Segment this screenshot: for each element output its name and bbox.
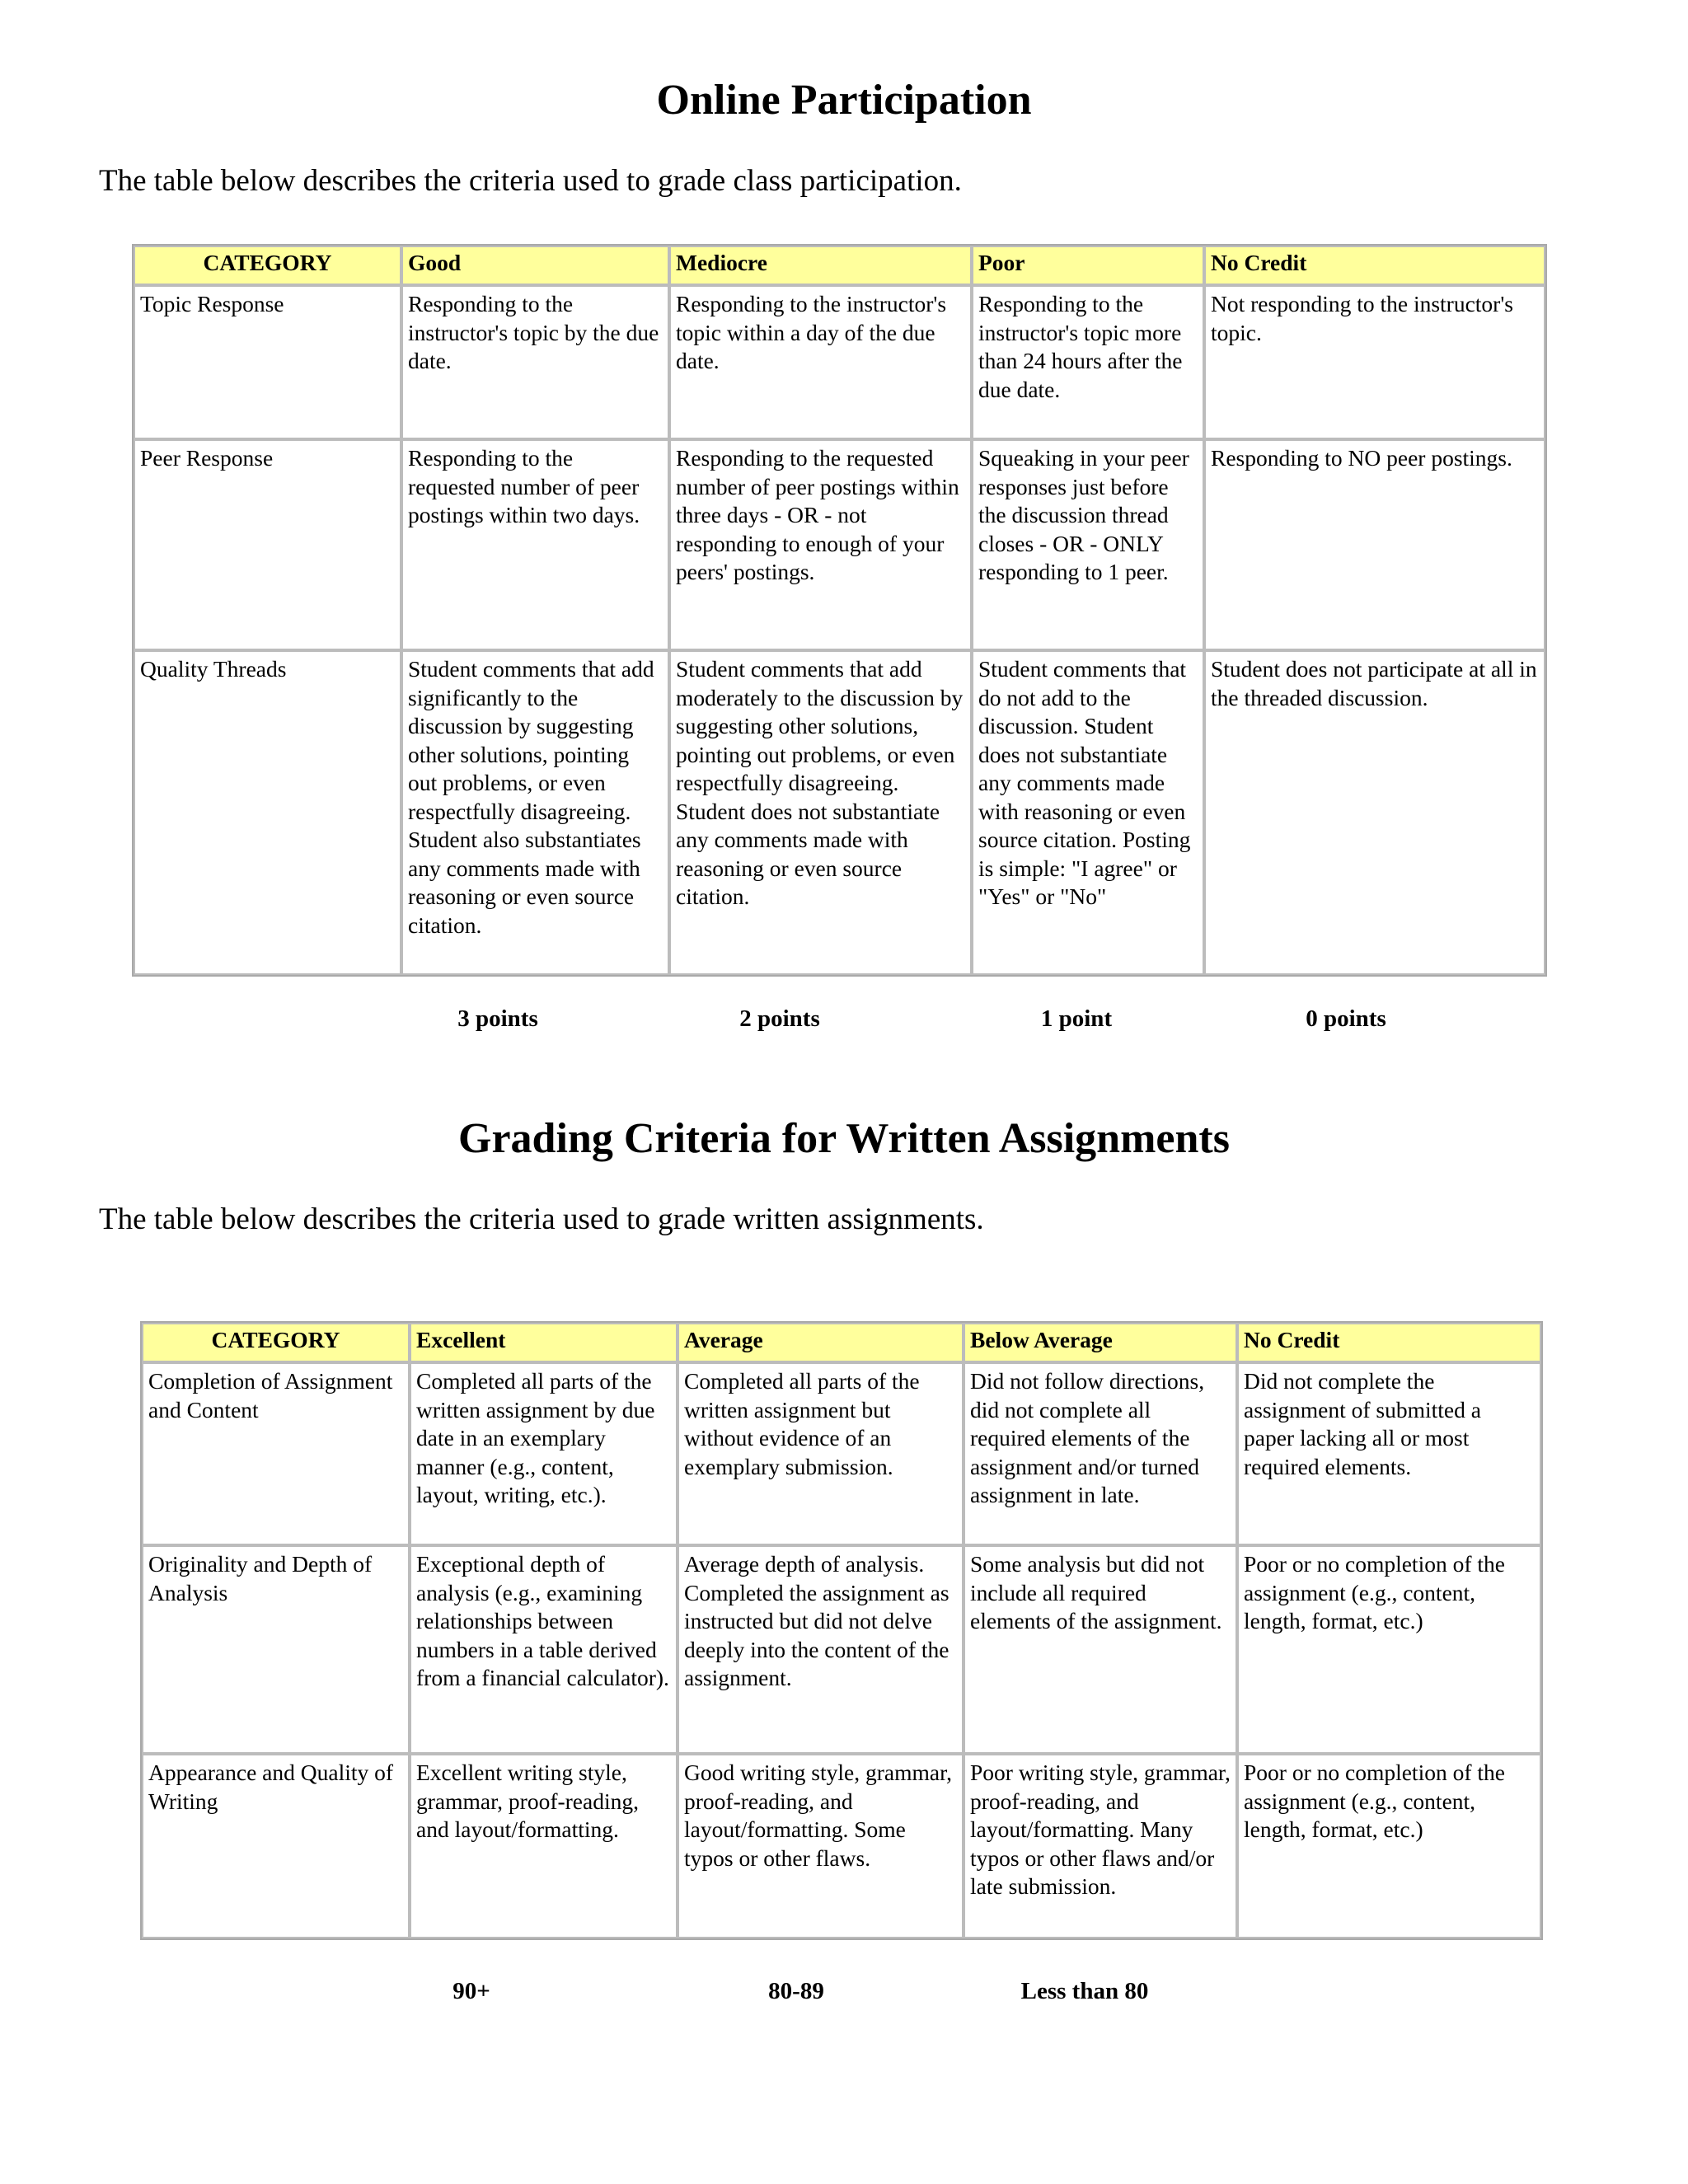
table-row [142, 1754, 1541, 1938]
table-cell: Average depth of analysis. Completed the assignment as instructed but did not delve deeply into the content of the assignment. [678, 1545, 964, 1754]
column-header-excellent: Excellent [410, 1323, 678, 1362]
column-header-no-credit: No Credit [1237, 1323, 1541, 1362]
column-header-mediocre: Mediocre [669, 246, 972, 285]
points-no-credit: 0 points [1306, 1005, 1386, 1032]
row-category: Peer Response [134, 439, 401, 650]
table-row [134, 439, 1545, 650]
table-cell: Not responding to the instructor's topic. [1204, 285, 1545, 439]
table-row [142, 1545, 1541, 1754]
table-cell: Responding to the requested number of peer postings within three days - OR - not responding to enough of your peers' postings. [669, 439, 972, 650]
row-category: Quality Threads [134, 650, 401, 975]
table-cell: Responding to NO peer postings. [1204, 439, 1545, 650]
participation-title: Online Participation [656, 77, 1032, 124]
table-row [142, 1362, 1541, 1545]
column-header-no-credit: No Credit [1204, 246, 1545, 285]
table-cell: Responding to the instructor's topic by the due date. [401, 285, 669, 439]
table-cell: Poor or no completion of the assignment (e.g., content, length, format, etc.) [1237, 1545, 1541, 1754]
row-category: Originality and Depth of Analysis [142, 1545, 410, 1754]
table-cell: Excellent writing style, grammar, proof-reading, and layout/formatting. [410, 1754, 678, 1938]
table-cell: Did not complete the assignment of submitted a paper lacking all or most required elements. [1237, 1362, 1541, 1545]
table-header-row [142, 1323, 1541, 1362]
table-row [134, 650, 1545, 975]
row-category: Completion of Assignment and Content [142, 1362, 410, 1545]
table-cell: Student comments that add moderately to the discussion by suggesting other solutions, pointing out problems, or even respectfully disagreeing. Student does not substantiate any comments made with reasoning or even source citation. [669, 650, 972, 975]
participation-rubric-table [132, 244, 1547, 977]
table-cell: Student does not participate at all in the threaded discussion. [1204, 650, 1545, 975]
column-header-good: Good [401, 246, 669, 285]
column-header-category: CATEGORY [134, 246, 401, 285]
column-header-below-average: Below Average [964, 1323, 1237, 1362]
table-cell: Squeaking in your peer responses just before the discussion thread closes - OR - ONLY responding to 1 peer. [972, 439, 1204, 650]
table-cell: Poor writing style, grammar, proof-reading, and layout/formatting. Many typos or other flaws and/or late submission. [964, 1754, 1237, 1938]
written-intro: The table below describes the criteria used to grade written assignments. [99, 1202, 984, 1236]
table-cell: Completed all parts of the written assignment but without evidence of an exemplary submission. [678, 1362, 964, 1545]
table-cell: Did not follow directions, did not complete all required elements of the assignment and/or turned assignment in late. [964, 1362, 1237, 1545]
column-header-poor: Poor [972, 246, 1204, 285]
column-header-category: CATEGORY [142, 1323, 410, 1362]
written-title: Grading Criteria for Written Assignments [458, 1115, 1230, 1162]
table-row [134, 285, 1545, 439]
table-header-row [134, 246, 1545, 285]
table-cell: Completed all parts of the written assignment by due date in an exemplary manner (e.g., content, layout, writing, etc.). [410, 1362, 678, 1545]
written-rubric-table [140, 1321, 1543, 1940]
table-cell: Responding to the requested number of peer postings within two days. [401, 439, 669, 650]
points-mediocre: 2 points [739, 1005, 820, 1032]
table-cell: Responding to the instructor's topic within a day of the due date. [669, 285, 972, 439]
column-header-average: Average [678, 1323, 964, 1362]
table-cell: Student comments that do not add to the discussion. Student does not substantiate any comments made with reasoning or even source citation. Posting is simple: "I agree" or "Yes" or "No" [972, 650, 1204, 975]
points-below-average: Less than 80 [1020, 1978, 1149, 2004]
participation-intro: The table below describes the criteria used to grade class participation. [99, 164, 962, 198]
table-cell: Poor or no completion of the assignment (e.g., content, length, format, etc.) [1237, 1754, 1541, 1938]
table-cell: Some analysis but did not include all required elements of the assignment. [964, 1545, 1237, 1754]
table-cell: Student comments that add significantly to the discussion by suggesting other solutions, pointing out problems, or even respectfully disagreeing. Student also substantiates any comments made with reasoning or even source citation. [401, 650, 669, 975]
points-average: 80-89 [768, 1978, 824, 2004]
points-excellent: 90+ [452, 1978, 490, 2004]
table-cell: Exceptional depth of analysis (e.g., examining relationships between numbers in a table derived from a financial calculator). [410, 1545, 678, 1754]
table-cell: Good writing style, grammar, proof-reading, and layout/formatting. Some typos or other flaws. [678, 1754, 964, 1938]
points-poor: 1 point [1040, 1005, 1113, 1032]
row-category: Topic Response [134, 285, 401, 439]
points-good: 3 points [457, 1005, 538, 1032]
row-category: Appearance and Quality of Writing [142, 1754, 410, 1938]
table-cell: Responding to the instructor's topic more than 24 hours after the due date. [972, 285, 1204, 439]
